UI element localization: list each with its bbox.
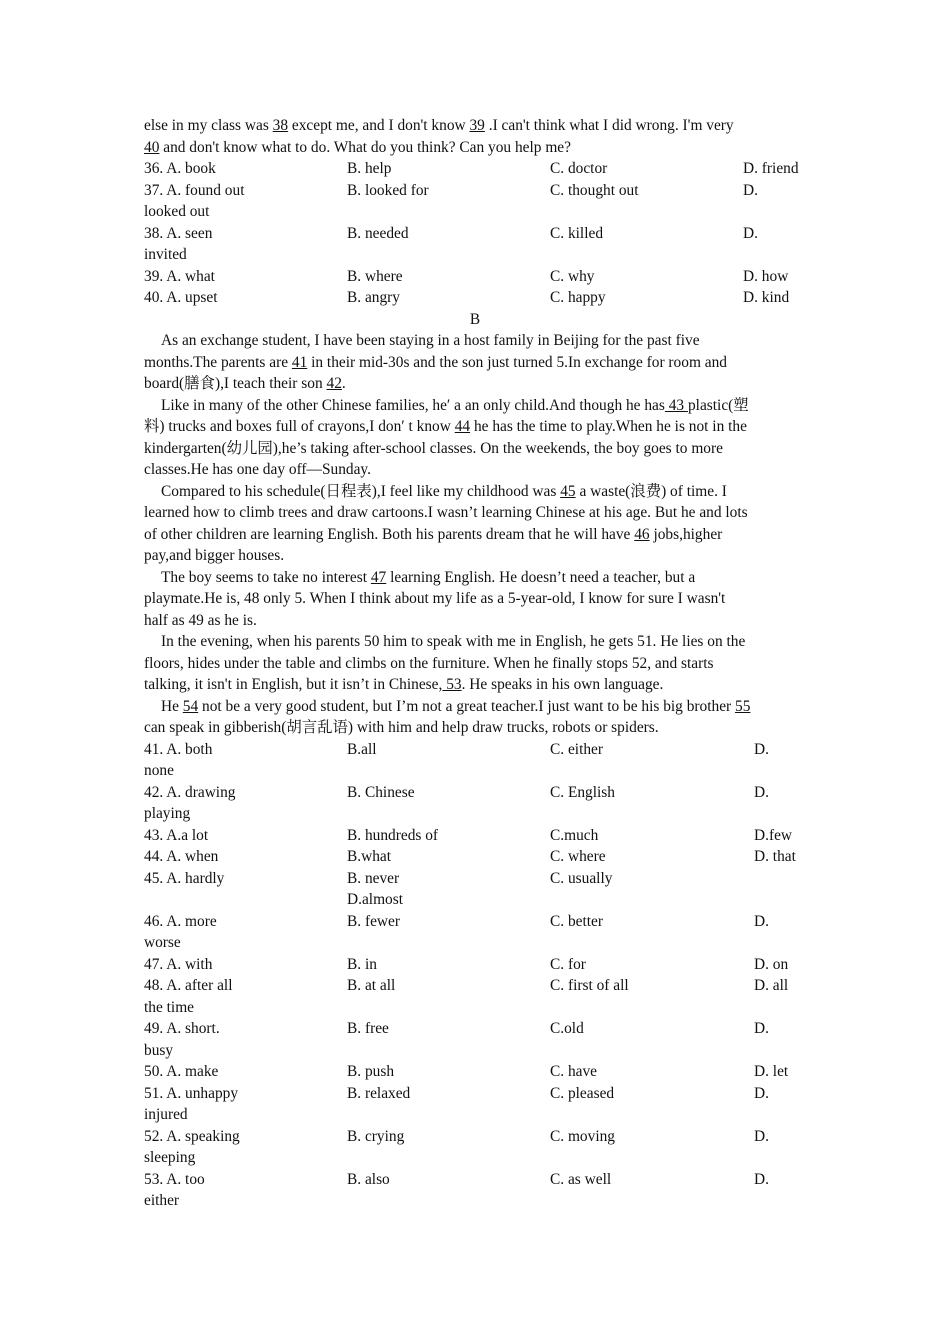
p5-line: In the evening, when his parents 50 him to speak with me in English, he gets 51. He lies on the — [161, 633, 746, 650]
option-a: 51. A. unhappy — [144, 1084, 239, 1102]
option-d: D. — [754, 740, 769, 758]
option-a: 44. A. when — [144, 848, 219, 865]
blank-46: 46 — [634, 525, 650, 543]
option-b: B. looked for — [347, 181, 429, 199]
option-c: C. either — [550, 740, 603, 758]
option-d: D. — [754, 783, 769, 801]
worksheet-page — [144, 115, 810, 1212]
option-d: D. let — [754, 1063, 789, 1080]
option-row-46 — [144, 911, 810, 954]
option-a: 52. A. speaking — [144, 1127, 240, 1145]
text: months.The parents are — [144, 353, 292, 371]
option-a: 41. A. both — [144, 740, 213, 758]
option-a: 48. A. after all — [144, 977, 233, 994]
option-c: C.much — [550, 826, 599, 844]
option-c: C. have — [550, 1063, 598, 1080]
intro-line-2 — [144, 137, 810, 159]
option-a: 47. A. with — [144, 955, 213, 973]
option-d-continued: worse — [144, 934, 181, 951]
option-d: D. — [743, 181, 758, 199]
option-a: 45. A. hardly — [144, 869, 225, 887]
option-row-51 — [144, 1083, 810, 1126]
option-a: 37. A. found out — [144, 181, 245, 199]
option-a: 49. A. short. — [144, 1020, 220, 1037]
blank-41: 41 — [291, 353, 308, 371]
option-a: 42. A. drawing — [144, 783, 236, 801]
option-c: C. thought out — [550, 181, 639, 199]
option-a: 50. A. make — [144, 1063, 219, 1080]
text: . — [341, 375, 346, 392]
text: of other children are learning English. Both his parents dream that he will have — [144, 525, 635, 543]
p6-line — [144, 696, 810, 718]
paragraph-4 — [144, 567, 810, 632]
option-d: D. — [754, 1170, 769, 1188]
text: a waste(浪费) of time. I — [575, 482, 727, 500]
p4-line — [144, 567, 810, 589]
text: not be a very good student, but I’m not a great teacher.I just want to be his big brother — [198, 697, 736, 715]
text: Compared to his schedule(日程表),I feel like my childhood was — [161, 482, 561, 500]
option-row-47 — [144, 954, 810, 976]
p3-line — [144, 524, 810, 546]
options-group-a — [144, 158, 810, 309]
option-d: D. — [743, 224, 758, 242]
p1-line — [144, 352, 810, 374]
option-row-41 — [144, 739, 810, 782]
paragraph-2 — [144, 395, 810, 481]
option-d-continued: the time — [144, 998, 195, 1016]
option-b: B. in — [347, 955, 377, 973]
option-b: B. never — [347, 869, 400, 887]
p2-line — [144, 416, 810, 438]
option-c: C. happy — [550, 289, 606, 306]
text: learning English. He doesn’t need a teacher, but a — [386, 568, 696, 586]
p2-line: kindergarten(幼儿园),he’s taking after-school classes. On the weekends, the boy goes to more — [144, 439, 723, 457]
text: in their mid-30s and the son just turned 5.In exchange for room and — [307, 353, 727, 371]
option-c: C. better — [550, 912, 603, 930]
p3-line: pay,and bigger houses. — [144, 547, 285, 564]
blank-39: 39 — [469, 117, 485, 134]
option-b: B.what — [347, 848, 392, 865]
option-b: B.all — [347, 740, 377, 758]
text: . He speaks in his own language. — [461, 676, 664, 693]
option-d: D. kind — [743, 289, 790, 306]
p5-line: floors, hides under the table and climbs on the furniture. When he finally stops 52, and starts — [144, 654, 714, 672]
p6-line: can speak in gibberish(胡言乱语) with him and help draw trucks, robots or spiders. — [144, 719, 659, 736]
option-a: 46. A. more — [144, 912, 217, 930]
option-c: C. moving — [550, 1127, 615, 1145]
blank-54: 54 — [182, 697, 199, 715]
options-group-b — [144, 739, 810, 1212]
text: The boy seems to take no interest — [161, 568, 371, 586]
text: else in my class was — [144, 117, 273, 134]
option-b: B. needed — [347, 224, 409, 242]
blank-43: 43 — [664, 396, 688, 414]
option-d-continued: sleeping — [144, 1149, 196, 1166]
section-b-heading: B — [469, 310, 481, 328]
option-b: B. where — [347, 267, 403, 285]
text: He — [161, 697, 183, 715]
option-b: B. help — [347, 160, 392, 177]
option-d: D. all — [754, 977, 789, 994]
option-row-38 — [144, 223, 810, 266]
option-b: B. fewer — [347, 912, 400, 930]
blank-55: 55 — [735, 697, 751, 715]
option-row-43 — [144, 825, 810, 847]
option-d-continued: either — [144, 1192, 180, 1209]
option-row-48 — [144, 975, 810, 1018]
option-row-52 — [144, 1126, 810, 1169]
option-a: 39. A. what — [144, 267, 215, 285]
option-row-42 — [144, 782, 810, 825]
blank-45: 45 — [560, 482, 576, 500]
blank-40: 40 — [144, 138, 160, 156]
blank-42: 42 — [326, 375, 342, 392]
p5-line — [144, 674, 810, 696]
blank-44: 44 — [454, 418, 471, 435]
option-b: B. at all — [347, 977, 396, 994]
option-b: B. free — [347, 1020, 389, 1037]
option-row-44 — [144, 846, 810, 868]
intro-line-1 — [144, 115, 810, 137]
text: Like in many of the other Chinese families, he′ a an only child.And though he has — [161, 396, 665, 414]
option-d-continued: busy — [144, 1041, 174, 1059]
p1-line — [144, 373, 810, 395]
option-row-36 — [144, 158, 810, 180]
option-b: B. crying — [347, 1127, 405, 1145]
option-a: 38. A. seen — [144, 224, 213, 242]
option-c: C. why — [550, 267, 595, 285]
option-row-50 — [144, 1061, 810, 1083]
option-d-continued: none — [144, 762, 174, 779]
p2-line: classes.He has one day off—Sunday. — [144, 461, 371, 478]
option-a: 43. A.a lot — [144, 826, 209, 844]
option-c: C. killed — [550, 224, 604, 242]
paragraph-1 — [144, 330, 810, 395]
option-a: 53. A. too — [144, 1170, 205, 1188]
option-c: C. usually — [550, 869, 613, 887]
option-d: D. that — [754, 848, 796, 865]
option-b: B. also — [347, 1170, 390, 1188]
option-row-40 — [144, 287, 810, 309]
text: .I can't think what I did wrong. I'm very — [484, 117, 734, 134]
option-d: D. how — [743, 267, 789, 285]
option-row-45 — [144, 868, 810, 911]
option-d-continued: playing — [144, 805, 191, 822]
option-c: C. where — [550, 848, 606, 865]
option-b: B. relaxed — [347, 1084, 411, 1102]
text: and don't know what to do. What do you think? Can you help me? — [159, 138, 571, 156]
option-d: D. — [754, 1084, 769, 1102]
option-c: C. first of all — [550, 977, 629, 994]
option-d-continued: looked out — [144, 203, 210, 220]
p1-line: As an exchange student, I have been staying in a host family in Beijing for the past five — [161, 332, 700, 349]
option-d-continued: injured — [144, 1106, 188, 1123]
paragraph-6 — [144, 696, 810, 739]
option-b: B. push — [347, 1063, 395, 1080]
option-d: D. on — [754, 955, 789, 973]
p2-line — [144, 395, 810, 417]
p3-line — [144, 481, 810, 503]
option-b: B. Chinese — [347, 783, 415, 801]
option-b: B. angry — [347, 289, 401, 306]
p4-line: playmate.He is, 48 only 5. When I think about my life as a 5-year-old, I know for sure I wasn't — [144, 590, 726, 607]
text: jobs,higher — [649, 525, 723, 543]
p3-line: learned how to climb trees and draw cartoons.I wasn’t learning Chinese at his age. But he and lots — [144, 504, 748, 521]
option-d: D. — [754, 1020, 769, 1037]
option-d: D. friend — [743, 160, 799, 177]
text: 料) trucks and boxes full of crayons,I don′ t know — [144, 418, 455, 435]
option-c: C. pleased — [550, 1084, 615, 1102]
blank-47: 47 — [370, 568, 387, 586]
option-d: D.few — [754, 826, 793, 844]
text: he has the time to play.When he is not in the — [470, 418, 747, 435]
option-row-53 — [144, 1169, 810, 1212]
option-d-continued: invited — [144, 246, 187, 263]
option-c: C. as well — [550, 1170, 612, 1188]
option-b: B. hundreds of — [347, 826, 439, 844]
paragraph-3 — [144, 481, 810, 567]
text: talking, it isn't in English, but it isn’t in Chinese, — [144, 676, 443, 693]
blank-38: 38 — [272, 117, 289, 134]
text: except me, and I don't know — [288, 117, 470, 134]
blank-53: 53 — [442, 676, 462, 693]
option-d-continued: D.almost — [347, 891, 404, 908]
option-row-49 — [144, 1018, 810, 1061]
option-c: C.old — [550, 1020, 584, 1037]
p4-line: half as 49 as he is. — [144, 611, 257, 629]
option-c: C. for — [550, 955, 586, 973]
option-row-37 — [144, 180, 810, 223]
paragraph-5 — [144, 631, 810, 696]
option-d: D. — [754, 912, 769, 930]
option-c: C. doctor — [550, 160, 608, 177]
option-row-39 — [144, 266, 810, 288]
option-a: 40. A. upset — [144, 289, 218, 306]
option-a: 36. A. book — [144, 160, 216, 177]
option-d: D. — [754, 1127, 769, 1145]
text: plastic(塑 — [687, 396, 749, 414]
text: board(膳食),I teach their son — [144, 375, 327, 392]
option-c: C. English — [550, 783, 615, 801]
